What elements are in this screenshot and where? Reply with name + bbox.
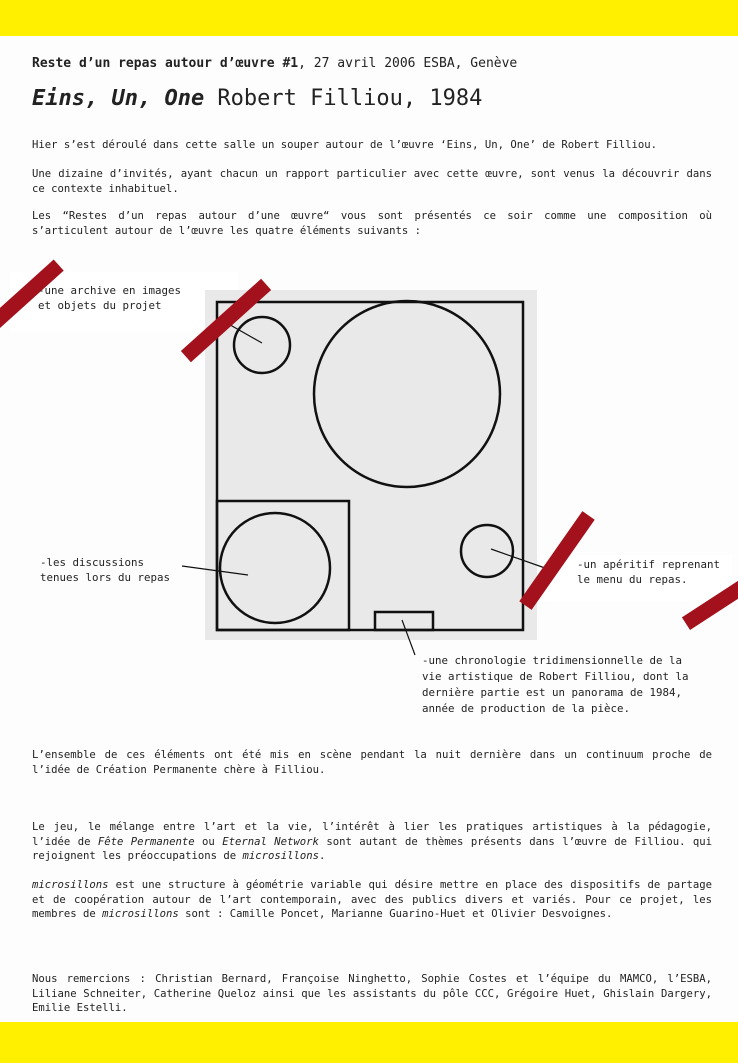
title-rest: Robert Filliou, 1984: [204, 86, 483, 111]
paragraph-ensemble: L’ensemble de ces éléments ont été mis en scène pendant la nuit dernière dans un continuum proche de l’idée de Création Permanente chère à Filliou.: [32, 749, 712, 776]
micro-name-2: microsillons: [102, 908, 179, 920]
label-chronologie: -une chronologie tridimensionnelle de la vie artistique de Robert Filliou, dont la dernière partie est un panorama de 1984, année de production de la pièce.: [422, 654, 689, 715]
jeu-part-3: sont autant de thèmes présents dans l’œuvre de Filliou. qui rejoignent les préoccupations de: [32, 835, 713, 862]
paragraph-jeu: [32, 820, 712, 864]
paragraph-microsillons: [32, 878, 712, 922]
jeu-eternal-network: Eternal Network: [222, 835, 319, 848]
micro-name-1: microsillons: [32, 879, 109, 891]
label-archive: -une archive en images et objets du projet: [38, 284, 182, 312]
title-italic: Eins, Un, One: [32, 86, 205, 111]
label-discussions: -les discussions tenues lors du repas: [40, 556, 171, 584]
label-aperitif: -un apéritif reprenant le menu du repas.: [577, 558, 721, 586]
diagram-background: [205, 290, 537, 640]
paragraph-thanks: Nous remercions : Christian Bernard, Françoise Ninghetto, Sophie Costes et l’équipe du MAMCO, l’ESBA, Liliane Schneiter, Catherine Queloz ainsi que les assistants du pôle CCC, Grégoire Huet, Ghislain Dargery, Emilie Estelli.: [32, 973, 712, 1014]
jeu-part-2: ou: [194, 835, 223, 848]
header-rest: , 27 avril 2006 ESBA, Genève: [298, 56, 518, 71]
jeu-microsillons: microsillons: [242, 850, 320, 862]
micro-part-4: sont : Camille Poncet, Marianne Guarino-Huet et Olivier Desvoignes.: [178, 908, 613, 920]
work-diagram: [205, 290, 537, 640]
header-line: [32, 56, 517, 71]
yellow-band-top: [0, 0, 738, 40]
intro-paragraph-1: Hier s’est déroulé dans cette salle un souper autour de l’œuvre ‘Eins, Un, One’ de Robert Filliou.: [32, 139, 658, 151]
jeu-part-4: .: [319, 850, 326, 862]
header-bold: Reste d’un repas autour d’œuvre #1: [32, 56, 299, 71]
page-title: [32, 86, 482, 111]
micro-part-2: est une structure à géométrie variable qui désire mettre en place des dispositifs de partage et de coopération autour de l’art contemporain, avec des publics divers et variés. Pour ce projet, les membres de: [32, 879, 712, 920]
jeu-part-1: Le jeu, le mélange entre l’art et la vie, l’intérêt à lier les pratiques artistiques à la pédagogie, l’idée de: [32, 821, 712, 848]
jeu-fete-permanente: Fête Permanente: [97, 835, 195, 848]
intro-paragraph-3: Les “Restes d’un repas autour d’une œuvre“ vous sont présentés ce soir comme une composition où s’articulent autour de l’œuvre les quatre éléments suivants :: [32, 210, 712, 237]
intro-paragraph-2: Une dizaine d’invités, ayant chacun un rapport particulier avec cette œuvre, sont venus la découvrir dans ce contexte inhabituel.: [32, 168, 712, 195]
yellow-band-bottom: [0, 1022, 738, 1063]
